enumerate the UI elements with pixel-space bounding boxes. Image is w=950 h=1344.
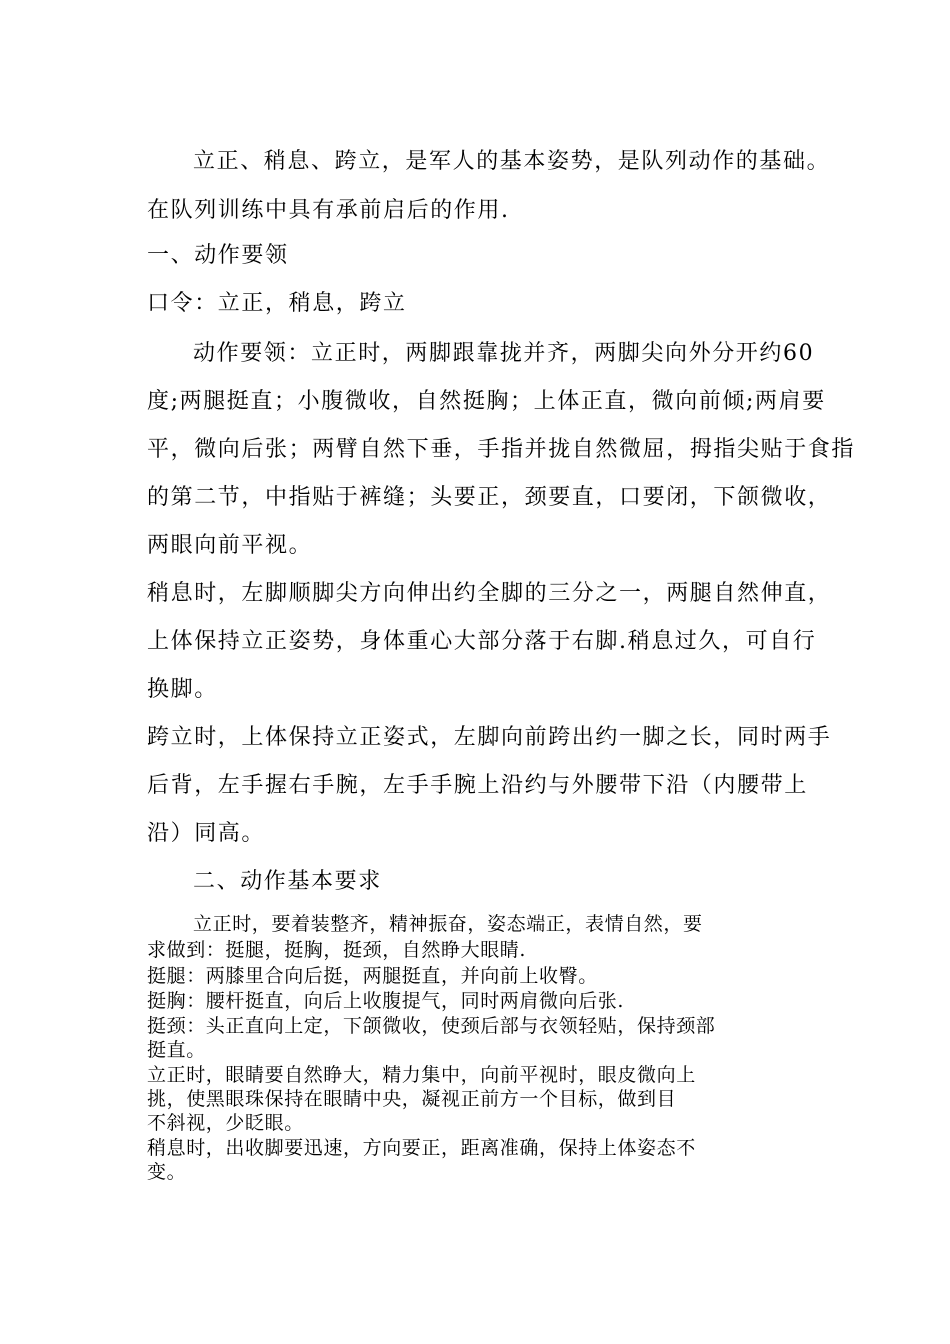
text-line: 挺腿：两膝里合向后挺，两腿挺直，并向前上收臀。 xyxy=(147,965,598,987)
text-line: 求做到：挺腿，挺胸，挺颈，自然睁大眼睛. xyxy=(147,939,527,961)
text-line: 平，微向后张；两臂自然下垂，手指并拢自然微屈，拇指尖贴于食指 xyxy=(147,437,856,462)
text-line: 稍息时，左脚顺脚尖方向伸出约全脚的三分之一，两腿自然伸直， xyxy=(147,581,832,606)
text-line: 的第二节，中指贴于裤缝；头要正，颈要直，口要闭，下颌微收， xyxy=(147,485,832,510)
section-heading: 二、动作基本要求 xyxy=(193,869,382,894)
text-line: 立正、稍息、跨立，是军人的基本姿势，是队列动作的基础。 xyxy=(193,149,831,174)
text-line: 变。 xyxy=(147,1161,187,1183)
text-line: 口令：立正，稍息，跨立 xyxy=(147,291,407,316)
text-line: 立正时，要着装整齐，精神振奋，姿态端正，表情自然，要 xyxy=(193,913,703,935)
text-line: 稍息时，出收脚要迅速，方向要正，距离准确，保持上体姿态不 xyxy=(147,1137,696,1159)
text-line: 挺胸：腰杆挺直，向后上收腹提气，同时两肩微向后张. xyxy=(147,990,625,1012)
text-line: 挺直。 xyxy=(147,1039,206,1061)
text-line: 换脚。 xyxy=(147,677,218,702)
text-line: 跨立时，上体保持立正姿式，左脚向前跨出约一脚之长，同时两手 xyxy=(147,725,832,750)
section-heading: 一、动作要领 xyxy=(147,243,289,268)
text-line: 立正时，眼睛要自然睁大，精力集中，向前平视时，眼皮微向上 xyxy=(147,1064,696,1086)
text-line: 动作要领：立正时，两脚跟靠拢并齐，两脚尖向外分开约60 xyxy=(193,341,815,366)
text-line: 后背，左手握右手腕，左手手腕上沿约与外腰带下沿（内腰带上 xyxy=(147,773,808,798)
text-line: 度;两腿挺直；小腹微收，自然挺胸；上体正直，微向前倾;两肩要 xyxy=(147,389,826,414)
text-line: 上体保持立正姿势，身体重心大部分落于右脚.稍息过久，可自行 xyxy=(147,629,817,654)
text-line: 在队列训练中具有承前启后的作用. xyxy=(147,198,510,223)
text-line: 不斜视，少眨眼。 xyxy=(147,1112,304,1134)
text-line: 挺颈：头正直向上定，下颌微收，使颈后部与衣领轻贴，保持颈部 xyxy=(147,1015,716,1037)
text-line: 挑，使黑眼珠保持在眼睛中央，凝视正前方一个目标，做到目 xyxy=(147,1088,677,1110)
text-line: 沿）同高。 xyxy=(147,821,266,846)
text-line: 两眼向前平视。 xyxy=(147,533,313,558)
